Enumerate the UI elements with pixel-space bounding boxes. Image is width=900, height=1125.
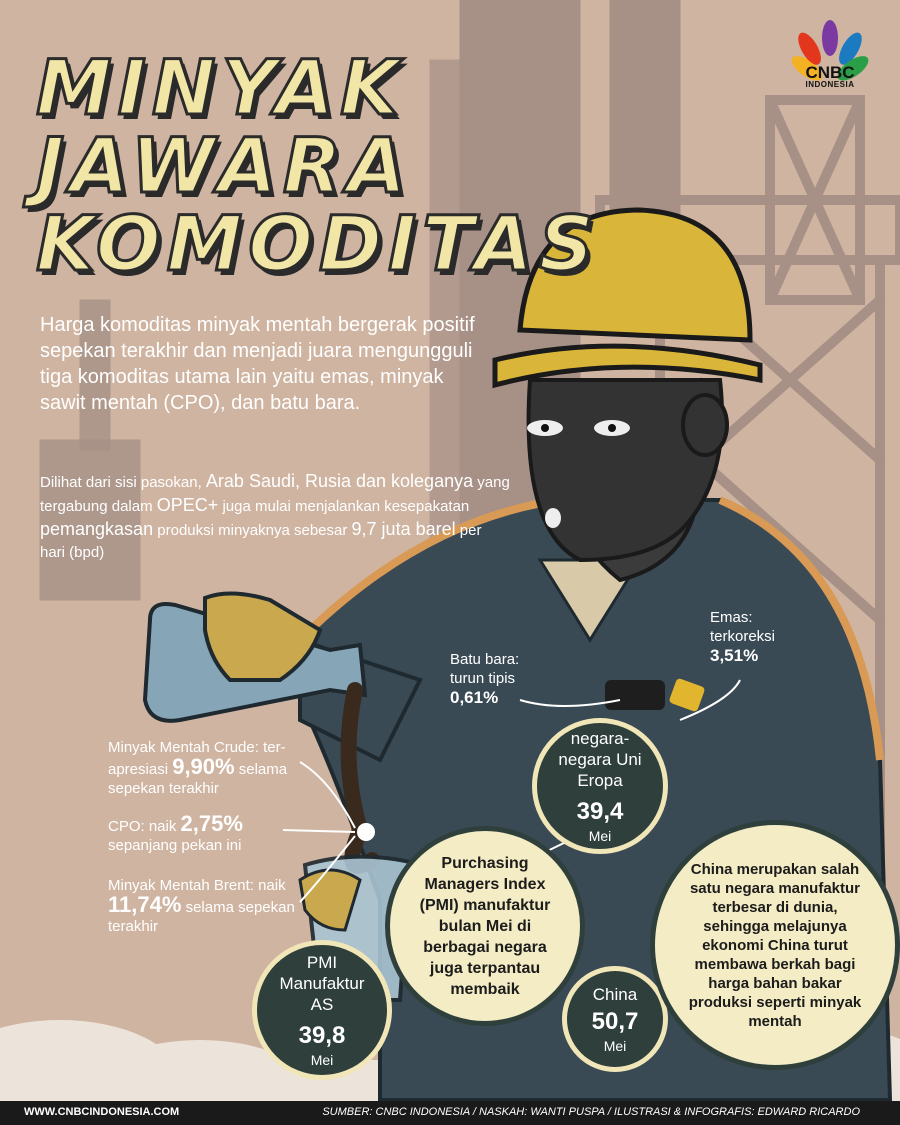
note-cpo-text: CPO: naik bbox=[108, 818, 181, 835]
note-coal-label: Batu bara: turun tipis bbox=[450, 651, 520, 687]
note-brent bbox=[108, 876, 298, 936]
supply-paragraph bbox=[40, 470, 510, 564]
circle-us-label: PMI Manufaktur AS bbox=[279, 952, 365, 1014]
circle-us bbox=[252, 940, 392, 1080]
circle-pmi-info-text: Purchasing Managers Index (PMI) manufaktur bulan Mei di berbagai negara juga terpantau membaik bbox=[419, 854, 551, 998]
cnbc-logo-text: CNBC bbox=[805, 63, 855, 82]
note-gold-value: 3,51% bbox=[710, 646, 759, 665]
note-brent-text: Minyak Mentah Brent: naik bbox=[108, 877, 286, 894]
note-gold bbox=[710, 608, 800, 666]
circle-china-info-text: China merupakan salah satu negara manufaktur terbesar di dunia, sehingga melajunya ekonomi China turut membawa berkah bagi harga bahan bakar produksi seperti minyak mentah bbox=[688, 860, 862, 1030]
circle-china-label: China bbox=[592, 984, 638, 1004]
note-cpo bbox=[108, 811, 288, 855]
note-gold-label: Emas: terkoreksi bbox=[710, 609, 776, 645]
note-brent-text-post: selama sepekan terakhir bbox=[108, 899, 295, 935]
note-crude-value: 9,90% bbox=[172, 754, 235, 779]
circle-china-month: Mei bbox=[603, 1037, 627, 1054]
title-line-3: KOMODITAS bbox=[36, 199, 600, 288]
supply-text: per hari (bpd) bbox=[40, 522, 482, 561]
circle-china bbox=[562, 966, 668, 1072]
note-coal bbox=[450, 650, 550, 708]
circle-pmi-info bbox=[385, 826, 585, 1026]
circle-eu-value: 39,4 bbox=[576, 797, 624, 825]
intro-paragraph: Harga komoditas minyak mentah bergerak positif sepekan terakhir dan menjadi juara mengungguli tiga komoditas utama lain yaitu emas, minyak sawit mentah (CPO), dan batu bara. bbox=[40, 314, 475, 414]
circle-us-month: Mei bbox=[310, 1051, 334, 1068]
note-brent-value: 11,74% bbox=[108, 892, 182, 917]
supply-text: juga mulai menjalankan kesepakatan bbox=[218, 498, 470, 515]
footer-url: WWW.CNBCINDONESIA.COM bbox=[24, 1106, 180, 1118]
note-crude-text: Minyak Mentah Crude: ter-apresiasi bbox=[108, 739, 286, 778]
note-cpo-value: 2,75% bbox=[180, 811, 243, 836]
note-coal-value: 0,61% bbox=[450, 688, 499, 707]
supply-highlight: pemangkasan bbox=[40, 519, 154, 539]
title-line-2: JAWARA bbox=[36, 121, 413, 210]
supply-highlight: OPEC+ bbox=[156, 495, 219, 515]
circle-eu-month: Mei bbox=[588, 827, 612, 844]
supply-highlight: 9,7 juta barel bbox=[351, 519, 456, 539]
circle-eu bbox=[532, 718, 668, 854]
cnbc-logo-subtitle: INDONESIA bbox=[805, 80, 855, 89]
supply-highlight: Arab Saudi, Rusia dan koleganya bbox=[205, 471, 474, 491]
note-crude bbox=[108, 738, 298, 798]
note-crude-text-post: selama sepekan terakhir bbox=[108, 761, 288, 797]
title-line-1: MINYAK bbox=[36, 43, 405, 132]
note-cpo-text-post: sepanjang pekan ini bbox=[108, 837, 242, 854]
supply-text: Dilihat dari sisi pasokan, bbox=[40, 474, 206, 491]
circle-china-info bbox=[650, 820, 900, 1070]
footer-credit: SUMBER: CNBC INDONESIA / NASKAH: WANTI PUSPA / ILUSTRASI & INFOGRAFIS: EDWARD RICARDO bbox=[322, 1106, 860, 1118]
circle-us-value: 39,8 bbox=[298, 1021, 346, 1049]
supply-text: produksi minyaknya sebesar bbox=[153, 522, 352, 539]
circle-china-value: 50,7 bbox=[591, 1007, 639, 1035]
supply-text: yang tergabung dalam bbox=[40, 474, 510, 515]
circle-eu-label: negara-negara Uni Eropa bbox=[558, 728, 642, 790]
